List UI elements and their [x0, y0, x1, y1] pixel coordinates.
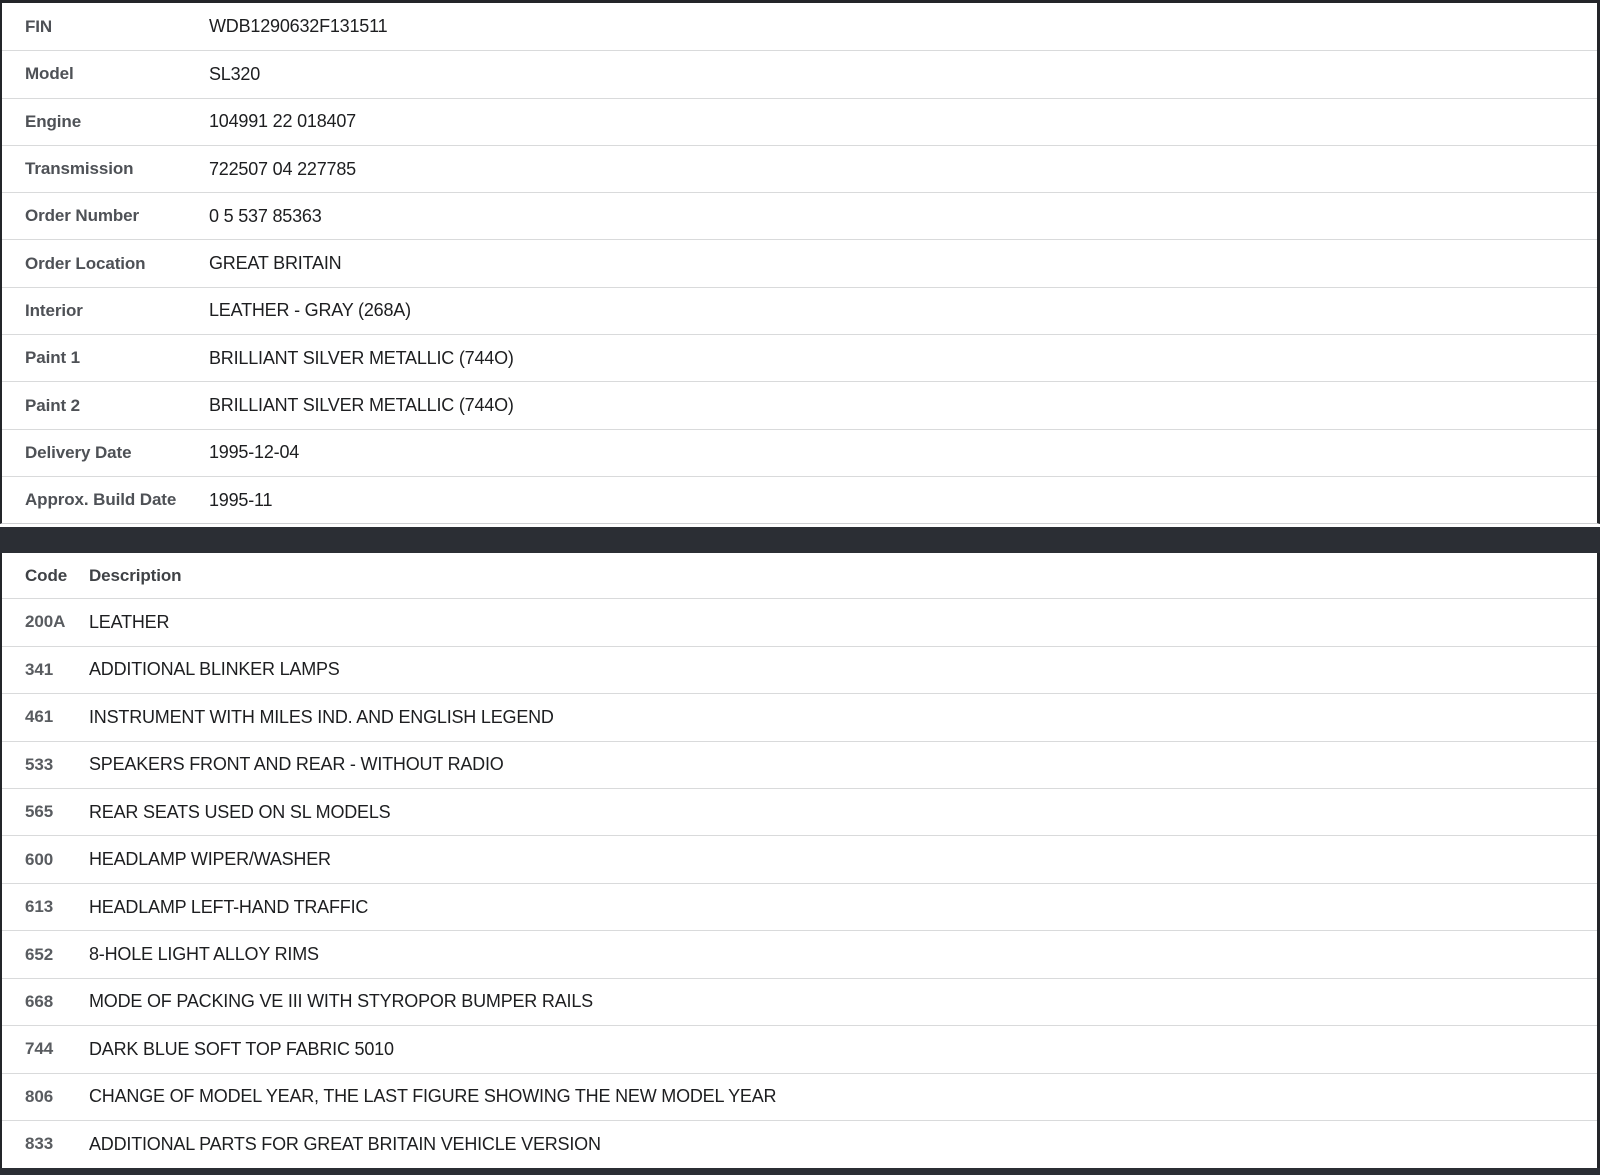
spec-row-order-number — [2, 192, 1597, 239]
spec-label: Transmission — [25, 159, 134, 179]
option-description: ADDITIONAL PARTS FOR GREAT BRITAIN VEHICLE VERSION — [89, 1133, 601, 1154]
section-separator-bar — [0, 527, 1600, 553]
bottom-section-bar — [0, 1168, 1600, 1175]
option-code: 533 — [25, 754, 54, 774]
spec-value: 0 5 537 85363 — [209, 205, 322, 226]
option-description: HEADLAMP LEFT-HAND TRAFFIC — [89, 896, 369, 917]
option-description: MODE OF PACKING VE III WITH STYROPOR BUMPER RAILS — [89, 991, 593, 1012]
option-description: CHANGE OF MODEL YEAR, THE LAST FIGURE SHOWING THE NEW MODEL YEAR — [89, 1086, 777, 1107]
spec-label: Approx. Build Date — [25, 490, 177, 510]
option-row-600 — [2, 835, 1597, 882]
option-code: 652 — [25, 944, 54, 964]
spec-label: Model — [25, 64, 74, 84]
spec-label: Interior — [25, 300, 83, 320]
spec-row-build-date — [2, 476, 1597, 523]
options-header-row — [2, 553, 1597, 598]
option-code: 461 — [25, 707, 54, 727]
option-row-613 — [2, 883, 1597, 930]
vehicle-info-table — [0, 0, 1600, 524]
spec-value: GREAT BRITAIN — [209, 253, 342, 274]
option-row-833 — [2, 1120, 1597, 1167]
option-description: INSTRUMENT WITH MILES IND. AND ENGLISH LEGEND — [89, 706, 554, 727]
option-row-565 — [2, 788, 1597, 835]
option-row-200A — [2, 598, 1597, 645]
option-code: 613 — [25, 897, 54, 917]
option-codes-table — [0, 553, 1600, 1167]
option-code: 341 — [25, 659, 54, 679]
spec-row-interior — [2, 287, 1597, 334]
spec-label: FIN — [25, 16, 53, 36]
spec-label: Delivery Date — [25, 442, 132, 462]
spec-label: Paint 1 — [25, 348, 81, 368]
spec-value: 1995-11 — [209, 489, 273, 510]
option-description: SPEAKERS FRONT AND REAR - WITHOUT RADIO — [89, 754, 504, 775]
option-code: 806 — [25, 1086, 54, 1106]
spec-value: BRILLIANT SILVER METALLIC (744O) — [209, 395, 514, 416]
code-column-header: Code — [25, 565, 68, 585]
spec-value: BRILLIANT SILVER METALLIC (744O) — [209, 347, 514, 368]
spec-label: Order Number — [25, 206, 140, 226]
option-row-533 — [2, 741, 1597, 788]
description-column-header: Description — [89, 565, 182, 585]
spec-row-paint-2 — [2, 381, 1597, 428]
option-row-461 — [2, 693, 1597, 740]
spec-label: Paint 2 — [25, 395, 81, 415]
option-code: 744 — [25, 1039, 54, 1059]
option-description: DARK BLUE SOFT TOP FABRIC 5010 — [89, 1038, 394, 1059]
spec-row-fin — [2, 3, 1597, 50]
spec-row-transmission — [2, 145, 1597, 192]
option-description: 8-HOLE LIGHT ALLOY RIMS — [89, 944, 319, 965]
option-code: 600 — [25, 849, 54, 869]
spec-label: Engine — [25, 111, 82, 131]
option-description: REAR SEATS USED ON SL MODELS — [89, 801, 391, 822]
spec-value: 722507 04 227785 — [209, 158, 356, 179]
spec-row-order-location — [2, 239, 1597, 286]
option-description: LEATHER — [89, 611, 170, 632]
spec-value: 104991 22 018407 — [209, 111, 356, 132]
option-code: 668 — [25, 991, 54, 1011]
spec-value: WDB1290632F131511 — [209, 16, 388, 37]
spec-row-delivery-date — [2, 429, 1597, 476]
option-description: HEADLAMP WIPER/WASHER — [89, 849, 331, 870]
spec-value: LEATHER - GRAY (268A) — [209, 300, 411, 321]
option-row-806 — [2, 1073, 1597, 1120]
spec-label: Order Location — [25, 253, 146, 273]
spec-row-paint-1 — [2, 334, 1597, 381]
option-row-668 — [2, 978, 1597, 1025]
option-code: 200A — [25, 612, 66, 632]
option-row-341 — [2, 646, 1597, 693]
option-description: ADDITIONAL BLINKER LAMPS — [89, 659, 340, 680]
option-row-652 — [2, 930, 1597, 977]
spec-row-model — [2, 50, 1597, 97]
spec-row-engine — [2, 98, 1597, 145]
spec-value: SL320 — [209, 63, 261, 84]
spec-value: 1995-12-04 — [209, 442, 300, 463]
option-code: 833 — [25, 1134, 54, 1154]
option-code: 565 — [25, 802, 54, 822]
option-row-744 — [2, 1025, 1597, 1072]
